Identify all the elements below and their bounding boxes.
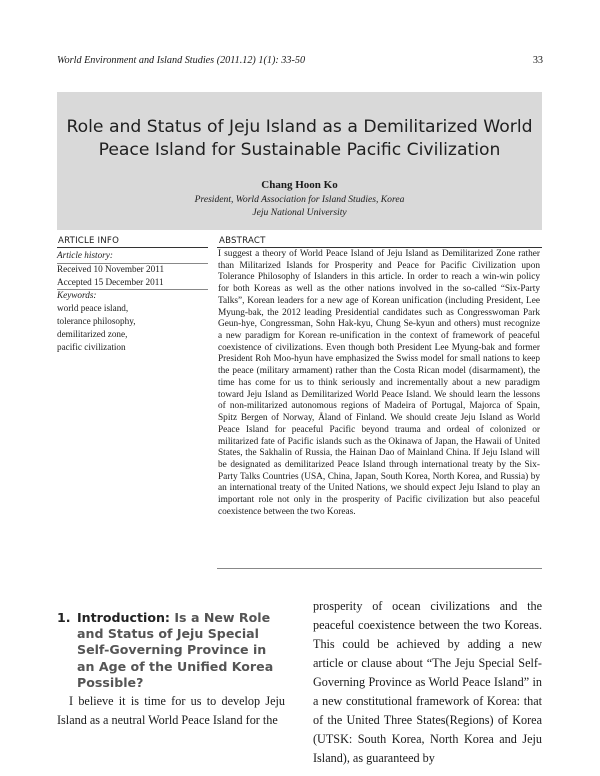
- section-heading-lead: Introduction:: [77, 610, 170, 625]
- page-number: 33: [532, 55, 543, 66]
- affiliation-line-2: Jeju National University: [252, 206, 347, 218]
- body-column-left: [57, 692, 285, 730]
- abstract-rule: [217, 247, 542, 248]
- keyword: pacific civilization: [57, 342, 126, 352]
- journal-citation: World Environment and Island Studies (2011.12) 1(1): 33-50: [57, 55, 306, 66]
- body-paragraph: I believe it is time for us to develop Jeju Island as a neutral World Peace Island for the: [57, 694, 285, 727]
- title-line-1: Role and Status of Jeju Island as a Demilitarized World: [66, 117, 533, 137]
- body-paragraph: prosperity of ocean civilizations and the peaceful coexistence between the two Koreas. This could be achieved by adding a new article or clause about “The Jeju Special Self-Governing Province as World Peace Island” in a new constitutional framework of Korea: that of the United Three States(Regions) of Korea (UTSK: South Korea, North Korea and Jeju Island), as guaranteed by: [313, 599, 542, 765]
- keyword: demilitarized zone,: [57, 329, 128, 339]
- accepted-date: Accepted 15 December 2011: [57, 277, 164, 287]
- author-affiliation: [57, 194, 542, 219]
- body-column-right: [313, 597, 542, 768]
- author-name: Chang Hoon Ko: [261, 179, 338, 191]
- affiliation-line-1: President, World Association for Island Studies, Korea: [194, 194, 405, 205]
- title-block: [57, 92, 542, 230]
- keywords-block: [57, 289, 207, 354]
- running-header: [57, 55, 543, 66]
- article-history: [57, 249, 207, 262]
- abstract-heading: ABSTRACT: [219, 236, 266, 246]
- section-heading-rest: Is a New Role and Status of Jeju Special Self-Governing Province in an Age of the Unified Korea Possible?: [77, 610, 274, 690]
- received-date: Received 10 November 2011: [57, 264, 165, 274]
- keywords-label: Keywords:: [57, 290, 97, 300]
- abstract-text: I suggest a theory of World Peace Island of Jeju Island as Demilitarized Zone rather than Militarized Islands for Prosperity and Peace for Pacific Civilization upon Tolerance Philosophy of Islanders in this article. In order to reach a win-win policy for both Koreas as well as the other nations involved in the so-called “Six-Party Talks”, Korean leaders for a new age of Korean unification (including President, Lee Myung-bak, the 2012 leading Presidential candidates such as Congresswoman Park Geun-hye, Congressman, Sohn Hak-kyu, Chung Se-kyun and others) must recognize a new paradigm for Korean re-unification in the context of framework of peaceful coexistence of civilizations. Even though both President Lee Myung-bak and former President Roh Moo-hyun have emphasized the Swiss model for small nations to keep the peace (military armament) rather than the Costa Rican model (disarmament), the time has come for us to think seriously and incrementally about a new paradigm toward Jeju Island as Demilitarized World Peace Island. We should learn the lessons of non-militarized autonomous regions of Madeira of Portugal, Majorca of Spain, Spitz Bergen of Norway, Åland of Finland. We should create Jeju Island as World Peace Island for peaceful Pacific beyond trauma and ordeal of colonized or militarized fate of Pacific islands such as the Okinawa of Japan, the Hawaii of United States, the Sakhalin of Russia, the Hainan Dao of Mainland China. If Jeju Island will be designated as demilitarized Peace Island through international treaty by the Six-Party Talks Countries (USA, China, Japan, South Korea, North Korea, and Russia) by an international treaty of the United Nations, we should expect Jeju Island to play an important role not only in the prosperity of Pacific civilization but also peaceful coexistence between the two Koreas.: [218, 249, 540, 517]
- history-label: Article history:: [57, 250, 113, 260]
- keyword: tolerance philosophy,: [57, 316, 136, 326]
- article-info-heading: ARTICLE INFO: [58, 236, 120, 246]
- introduction-heading: [57, 610, 287, 691]
- history-dates: [57, 263, 207, 289]
- section-number: 1.: [57, 610, 71, 625]
- article-info-rule: [57, 247, 208, 248]
- article-title: [57, 116, 542, 162]
- keyword: world peace island,: [57, 303, 129, 313]
- abstract-bottom-rule: [217, 568, 542, 569]
- title-line-2: Peace Island for Sustainable Pacific Civilization: [98, 140, 501, 160]
